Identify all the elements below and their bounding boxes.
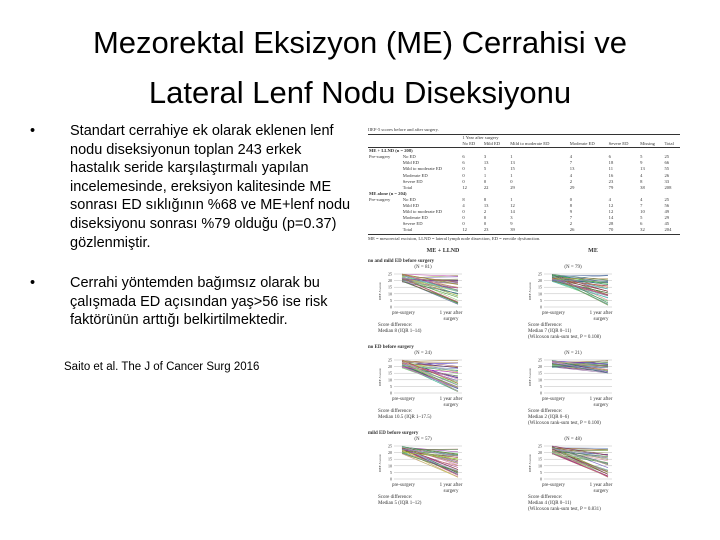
score-label: Score difference: xyxy=(528,323,563,328)
table-cell: 14 xyxy=(608,215,614,221)
table-cell: 4 xyxy=(569,154,573,160)
y-tick-label: 15 xyxy=(388,456,392,462)
chart-panel xyxy=(518,437,668,507)
table-cell: 7 xyxy=(569,215,573,221)
y-tick-label: 10 xyxy=(538,291,542,297)
row-label: Total xyxy=(402,184,413,190)
table-cell: 5 xyxy=(640,154,643,160)
y-tick-label: 5 xyxy=(540,469,542,475)
bullet-text: Standart cerrahiye ek olarak eklenen lenf nodu diseksiyonun toplan 243 erkek hastalık seride karşılaştırmalı yapılan incelemesinde, ereksiyon kalitesinde ME sonrası ED sıklığının %68 ve ME+lenf nodu diseksiyonu sonrası %79 olduğu (p=0.37) gözlenmiştir. xyxy=(70,123,351,251)
x-label-pre: pre-surgery xyxy=(392,483,415,488)
table-cell: 14 xyxy=(510,209,515,215)
row-label: Severe ED xyxy=(402,178,423,184)
score-label: Score difference: xyxy=(378,323,413,328)
y-tick-label: 25 xyxy=(538,271,542,277)
row-label: Severe ED xyxy=(402,221,423,227)
table-cell: 0 xyxy=(510,178,513,184)
table-cell: 22 xyxy=(483,184,489,190)
column-header: Mild to moderate ED xyxy=(510,141,550,147)
slide-title xyxy=(0,18,720,118)
y-tick-label: 5 xyxy=(390,297,392,303)
table-cell: 29 xyxy=(664,215,670,221)
x-label-pre: pre-surgery xyxy=(542,397,565,402)
table-cell: 23 xyxy=(608,178,614,184)
table-cell: 56 xyxy=(664,203,670,209)
table-cell: 0 xyxy=(462,178,465,184)
table-cell: 0 xyxy=(462,215,465,221)
chart-panel xyxy=(368,437,518,507)
row-label: mild ED before surgery xyxy=(368,431,419,436)
y-axis-label: IIEF-5 score xyxy=(528,282,532,300)
y-tick-label: 25 xyxy=(538,357,542,363)
y-tick-label: 0 xyxy=(540,304,542,310)
table-cell: 70 xyxy=(608,227,614,233)
score-label: Score difference: xyxy=(378,409,413,414)
row-label: Mild ED xyxy=(402,203,419,209)
n-label: (N = 57) xyxy=(414,437,432,442)
group-header: ME + LLND (n = 208) xyxy=(369,148,413,154)
table-cell: 7 xyxy=(569,160,573,166)
table-cell: 5 xyxy=(483,166,487,172)
table-cell: 38 xyxy=(640,184,645,190)
score-chart xyxy=(378,443,468,483)
median-label: Median 2 (IQR 0–6) xyxy=(528,415,569,420)
n-label: (N = 48) xyxy=(564,437,582,442)
table-cell: 29 xyxy=(510,184,515,190)
table-cell: 26 xyxy=(569,227,575,233)
table-cell: 5 xyxy=(640,215,643,221)
table-cell: 13 xyxy=(640,166,645,172)
chart-panel xyxy=(518,351,668,421)
table-cell: 0 xyxy=(462,221,465,227)
x-label-post: 1 year after surgery xyxy=(589,397,613,408)
column-header: Missing xyxy=(640,141,655,147)
y-tick-label: 5 xyxy=(390,383,392,389)
median-label: Median 8 (IQR 1–14) xyxy=(378,329,422,334)
table-cell: 0 xyxy=(462,172,465,178)
y-axis-label: IIEF-5 score xyxy=(528,368,532,386)
test-label: (Wilcoxon rank-sum test, P = 0.831) xyxy=(528,507,601,512)
y-tick-label: 15 xyxy=(388,370,392,376)
y-tick-label: 5 xyxy=(540,297,542,303)
table-cell: 13 xyxy=(510,160,515,166)
median-label: Median 7 (IQR 0–11) xyxy=(528,329,572,334)
chart-panel xyxy=(518,265,668,335)
y-tick-label: 10 xyxy=(388,291,392,297)
table-cell: 6 xyxy=(640,221,643,227)
table-cell: 1 xyxy=(510,154,513,160)
column-header: No ED xyxy=(462,141,476,147)
y-tick-label: 20 xyxy=(388,278,392,284)
table-cell: 2 xyxy=(569,221,573,227)
table-cell: 16 xyxy=(608,172,614,178)
column-header: Total xyxy=(664,141,674,147)
bullet-list xyxy=(30,122,355,374)
score-chart xyxy=(378,357,468,397)
bullet-1 xyxy=(30,122,355,252)
table-cell: 33 xyxy=(664,178,670,184)
table-cell: 4 xyxy=(608,196,611,202)
column-header: ME + LLND xyxy=(426,248,460,254)
span-header: 1 Year after surgery xyxy=(462,135,499,140)
y-tick-label: 25 xyxy=(538,443,542,449)
x-label-pre: pre-surgery xyxy=(542,483,565,488)
y-tick-label: 20 xyxy=(538,450,542,456)
n-label: (N = 24) xyxy=(414,351,432,356)
y-tick-label: 20 xyxy=(388,364,392,370)
y-tick-label: 15 xyxy=(538,370,542,376)
y-tick-label: 0 xyxy=(390,390,392,396)
table-cell: 25 xyxy=(664,154,670,160)
row-label: Mild to moderate ED xyxy=(402,209,442,215)
table-cell: 6 xyxy=(462,154,465,160)
x-label-post: 1 year after surgery xyxy=(589,483,613,494)
test-label: (Wilcoxon rank-sum test, P = 0.108) xyxy=(528,335,601,340)
table-cell: 49 xyxy=(664,209,670,215)
y-tick-label: 5 xyxy=(540,383,542,389)
score-chart xyxy=(378,271,468,311)
table-cell: 4 xyxy=(569,172,573,178)
table-cell: 32 xyxy=(640,227,645,233)
column-header: Severe ED xyxy=(608,141,629,147)
y-axis-label: IIEF-5 score xyxy=(378,368,382,386)
table-cell: 11 xyxy=(608,166,614,172)
table-caption: IIEF-5 scores before and after surgery. xyxy=(368,127,439,132)
table-cell: 66 xyxy=(664,160,670,166)
y-axis-label: IIEF-5 score xyxy=(378,282,382,300)
y-tick-label: 10 xyxy=(388,463,392,469)
table-cell: 8 xyxy=(462,196,465,202)
median-label: Median 10.5 (IQR 1–17.5) xyxy=(378,415,432,420)
bullet-marker: • xyxy=(30,275,36,292)
table-cell: 12 xyxy=(608,209,614,215)
y-tick-label: 0 xyxy=(540,390,542,396)
y-tick-label: 20 xyxy=(538,278,542,284)
table-cell: 8 xyxy=(640,178,643,184)
y-axis-label: IIEF-5 score xyxy=(528,454,532,472)
score-label: Score difference: xyxy=(528,409,563,414)
figure-row xyxy=(368,345,688,427)
row-label: No ED xyxy=(402,154,416,160)
table-cell: 28 xyxy=(608,221,614,227)
row-label: Moderate ED xyxy=(402,172,428,178)
table-cell: 13 xyxy=(569,166,575,172)
x-label-post: 1 year after surgery xyxy=(439,483,463,494)
table-cell: 0 xyxy=(569,196,573,202)
table-cell: 1 xyxy=(510,172,513,178)
citation: Saito et al. The J of Cancer Surg 2016 xyxy=(64,360,260,373)
table-cell: 6 xyxy=(608,154,611,160)
row-label: Mild ED xyxy=(402,160,419,166)
row-label: Mild to moderate ED xyxy=(402,166,442,172)
table-cell: 4 xyxy=(462,203,465,209)
table-cell: 3 xyxy=(483,154,487,160)
title-line-2: Lateral Lenf Nodu Diseksiyonu xyxy=(148,75,572,110)
table-cell: 6 xyxy=(462,160,465,166)
x-label-pre: pre-surgery xyxy=(392,311,415,316)
y-tick-label: 15 xyxy=(538,456,542,462)
table-cell: 0 xyxy=(483,178,487,184)
table-cell: 23 xyxy=(483,227,489,233)
table-cell: 29 xyxy=(569,184,575,190)
y-tick-label: 0 xyxy=(540,476,542,482)
y-tick-label: 10 xyxy=(538,377,542,383)
chart-panel xyxy=(368,265,518,335)
x-label-post: 1 year after surgery xyxy=(439,397,463,408)
column-header: Moderate ED xyxy=(569,141,595,147)
table-cell: 4 xyxy=(640,196,643,202)
y-tick-label: 20 xyxy=(538,364,542,370)
table-cell: 79 xyxy=(608,184,614,190)
bullet-2 xyxy=(30,274,355,330)
x-label-pre: pre-surgery xyxy=(392,397,415,402)
table-cell: 1 xyxy=(483,172,487,178)
title-line-1: Mezorektal Eksizyon (ME) Cerrahisi ve xyxy=(92,25,628,60)
median-label: Median 5 (IQR 1–12) xyxy=(378,501,422,506)
row-label: No ED xyxy=(402,196,416,202)
figure-row xyxy=(368,431,688,513)
x-label-post: 1 year after surgery xyxy=(439,311,463,322)
n-label: (N = 21) xyxy=(564,351,582,356)
table-cell: 9 xyxy=(510,221,513,227)
table-cell: 13 xyxy=(483,160,489,166)
table-cell: 15 xyxy=(510,166,515,172)
results-table xyxy=(368,127,680,241)
pre-surgery-label: Pre-surgery xyxy=(369,196,391,202)
n-label: (N = 81) xyxy=(414,265,432,270)
row-label: no and mild ED before surgery xyxy=(368,259,435,264)
table-cell: 12 xyxy=(462,227,467,233)
row-label: Moderate ED xyxy=(402,215,428,221)
table-cell: 18 xyxy=(608,160,614,166)
bullet-text: Cerrahi yöntemden bağımsız olarak bu çalışmada ED açısından yaş>56 ise risk faktörünün arttığı belkirtilmektedir. xyxy=(70,275,328,329)
column-header: ME xyxy=(588,248,598,254)
y-tick-label: 10 xyxy=(388,377,392,383)
table-cell: 12 xyxy=(462,184,467,190)
table-cell: 204 xyxy=(664,227,672,233)
x-label-post: 1 year after surgery xyxy=(589,311,613,322)
chart-panel xyxy=(368,351,518,421)
group-header: ME alone (n = 204) xyxy=(369,190,407,196)
table-cell: 12 xyxy=(608,203,614,209)
table-cell: 8 xyxy=(569,203,573,209)
y-tick-label: 0 xyxy=(390,476,392,482)
n-label: (N = 79) xyxy=(564,265,582,270)
y-tick-label: 15 xyxy=(538,284,542,290)
y-tick-label: 0 xyxy=(390,304,392,310)
table-cell: 0 xyxy=(462,209,465,215)
table-cell: 3 xyxy=(510,215,513,221)
table-cell: 0 xyxy=(462,166,465,172)
bullet-marker: • xyxy=(30,123,36,139)
table-cell: 2 xyxy=(483,209,487,215)
table-cell: 26 xyxy=(664,172,670,178)
table-cell: 13 xyxy=(483,203,489,209)
table-cell: 9 xyxy=(640,160,643,166)
table-cell: 10 xyxy=(640,209,645,215)
y-tick-label: 25 xyxy=(388,443,392,449)
y-tick-label: 5 xyxy=(390,469,392,475)
row-label: Total xyxy=(402,227,413,233)
column-header: Mild ED xyxy=(483,141,501,147)
table-cell: 12 xyxy=(510,203,515,209)
table-cell: 39 xyxy=(510,227,515,233)
score-chart xyxy=(528,357,618,397)
pre-surgery-label: Pre-surgery xyxy=(369,154,391,160)
table-row xyxy=(368,227,680,234)
x-label-pre: pre-surgery xyxy=(542,311,565,316)
table-cell: 9 xyxy=(569,209,573,215)
table-cell: 45 xyxy=(664,221,670,227)
score-chart xyxy=(528,443,618,483)
table-footnote: ME = mesorectal excision, LLND = lateral lymph node dissection, ED = erectile dysfunction. xyxy=(368,235,541,241)
y-tick-label: 10 xyxy=(538,463,542,469)
score-label: Score difference: xyxy=(528,495,563,500)
y-tick-label: 20 xyxy=(388,450,392,456)
table-cell: 7 xyxy=(640,203,643,209)
row-label: no ED before surgery xyxy=(368,345,414,350)
table-cell: 2 xyxy=(569,178,573,184)
table-cell: 0 xyxy=(483,221,487,227)
test-label: (Wilcoxon rank-sum test, P = 0.100) xyxy=(528,421,601,426)
score-label: Score difference: xyxy=(378,495,413,500)
y-tick-label: 25 xyxy=(388,357,392,363)
table-cell: 0 xyxy=(483,215,487,221)
table-cell: 1 xyxy=(510,196,513,202)
figure-row xyxy=(368,259,688,341)
y-axis-label: IIEF-5 score xyxy=(378,454,382,472)
table-cell: 25 xyxy=(664,196,670,202)
table-cell: 8 xyxy=(483,196,487,202)
y-tick-label: 15 xyxy=(388,284,392,290)
table-cell: 208 xyxy=(664,184,672,190)
median-label: Median 4 (IQR 0–11) xyxy=(528,501,572,506)
score-figure xyxy=(368,248,688,540)
y-tick-label: 25 xyxy=(388,271,392,277)
table-cell: 4 xyxy=(640,172,643,178)
table-cell: 55 xyxy=(664,166,670,172)
score-chart xyxy=(528,271,618,311)
